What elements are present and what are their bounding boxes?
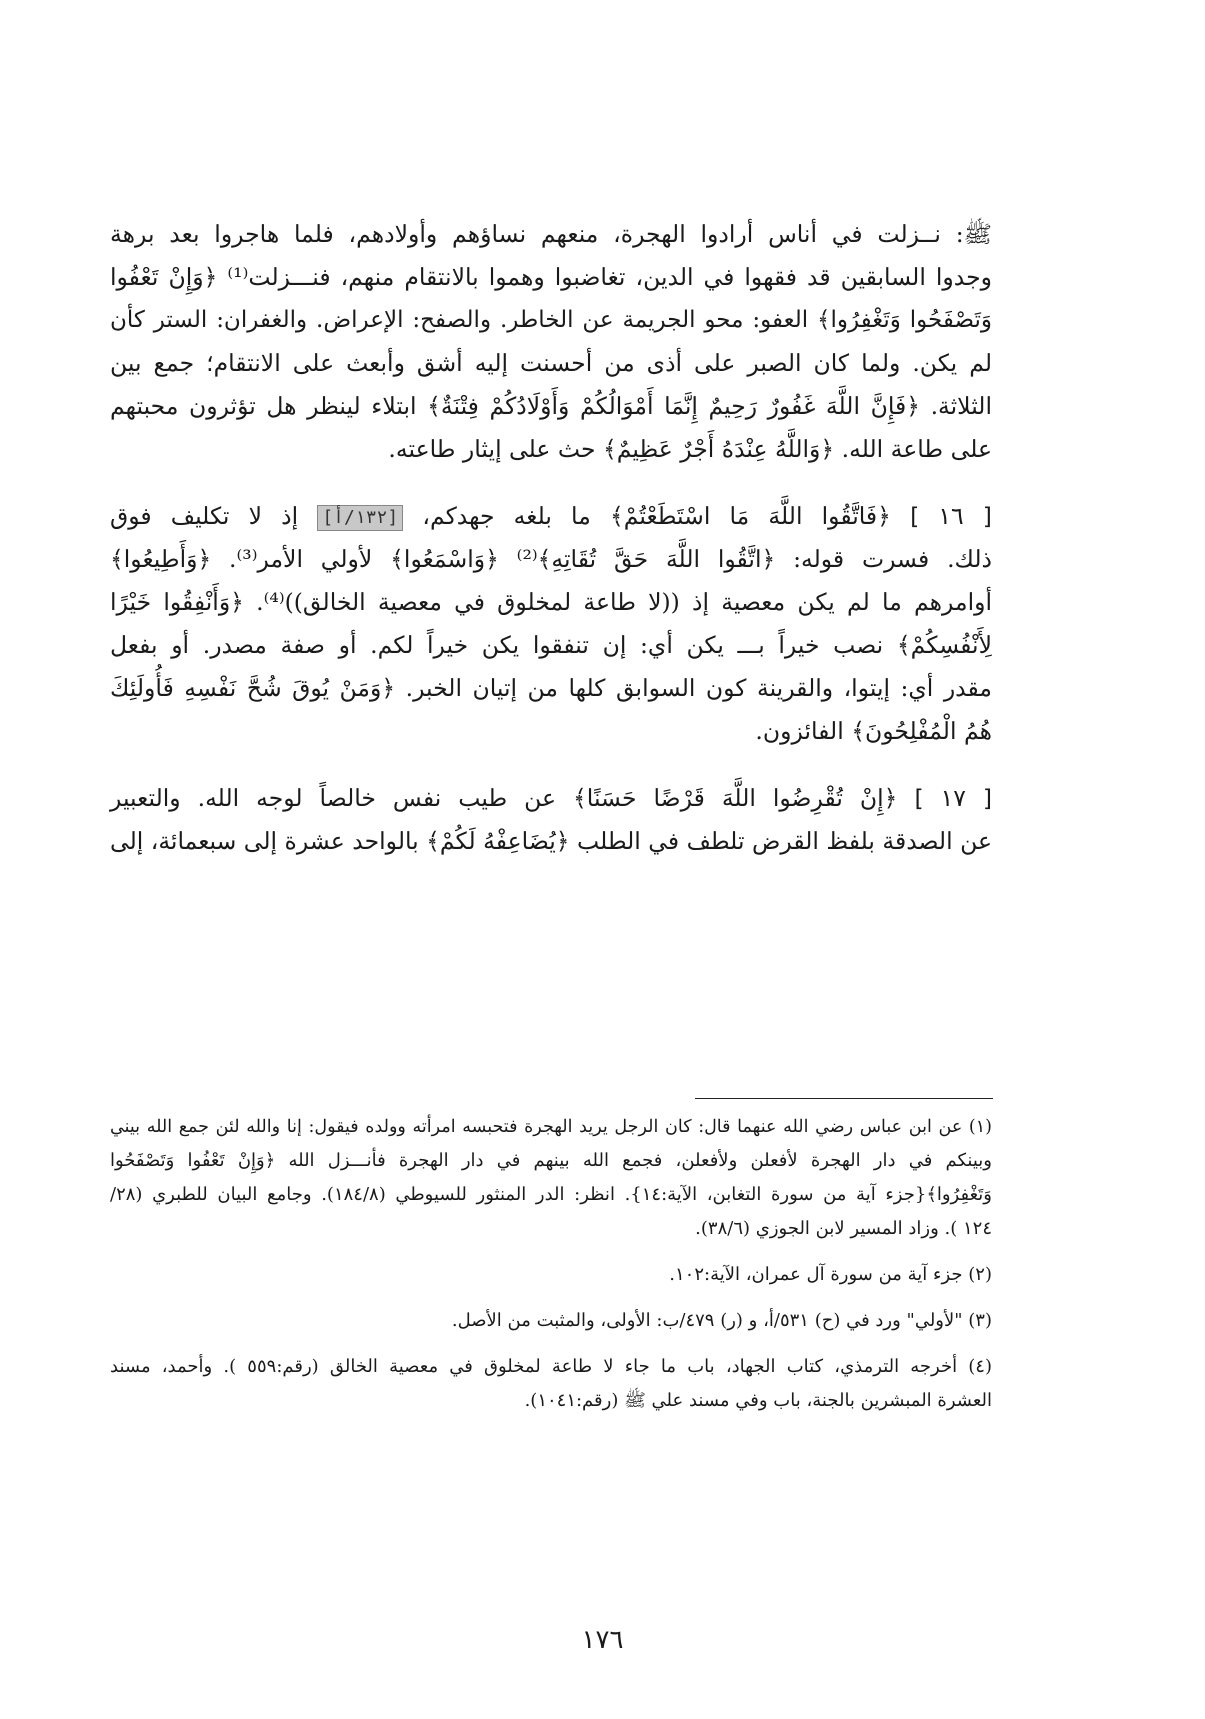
footnote-divider <box>695 1098 993 1099</box>
text-line: هُمُ الْمُفْلِحُونَ﴾ الفائزون. <box>755 717 992 745</box>
text-line: لِأَنْفُسِكُمْ﴾ نصب خيراً بـــ يكن أي: إن تنفقوا يكن خيراً لكم. أو صفة مصدر. أو بفعل <box>110 631 992 659</box>
verse-text: ﴿إِنْ تُقْرِضُوا اللَّهَ قَرْضًا حَسَنًا﴾ عن طيب نفس خالصاً لوجه الله. والتعبير <box>110 784 898 812</box>
paragraph-16 <box>110 495 992 753</box>
footnote-line: العشرة المبشرين بالجنة، باب وفي مسند علي ﷺ (رقم:١٠٤١). <box>524 1390 992 1411</box>
text-line: ﷺ: نــزلت في أناس أرادوا الهجرة، منعهم نساؤهم وأولادهم، فلما هاجروا بعد برهة <box>110 220 992 248</box>
page-number: ١٧٦ <box>581 1625 624 1655</box>
text-line: ذلك. فسرت قوله: ﴿اتَّقُوا اللَّهَ حَقَّ تُقَاتِهِ﴾⁽²⁾ ﴿وَاسْمَعُوا﴾ لأولي الأمر⁽³⁾. ﴿وَأَطِيعُوا﴾ <box>110 545 992 573</box>
footnotes <box>110 1110 992 1418</box>
text-line: لم يكن. ولما كان الصبر على أذى من أحسنت إليه أشق وأبعث على الانتقام؛ جمع بين <box>110 349 992 377</box>
folio-marker: [١٣٢/أ] <box>317 505 403 531</box>
footnote-line: (٣) "لأولي" ورد في (ح) ٥٣١/أ، و (ر) ٤٧٩/ب: الأولى، والمثبت من الأصل. <box>451 1310 992 1331</box>
verse-text: ﴿فَاتَّقُوا اللَّهَ مَا اسْتَطَعْتُمْ﴾ ما بلغه جهدكم، <box>422 502 891 530</box>
text-line: الثلاثة. ﴿فَإِنَّ اللَّهَ غَفُورٌ رَحِيمٌ إِنَّمَا أَمْوَالُكُمْ وَأَوْلَادُكُمْ فِتْنَةٌ﴾ ابتلاء لينظر هل تؤثرون محبتهم <box>110 392 992 420</box>
footnote-line: وبينكم في دار الهجرة لأفعلن ولأفعلن، فجمع الله بينهم في دار الهجرة فأنـــزل الله ﴿وَإِنْ تَعْفُوا وَتَصْفَحُوا <box>110 1150 992 1171</box>
text-line: عن الصدقة بلفظ القرض تلطف في الطلب ﴿يُضَاعِفْهُ لَكُمْ﴾ بالواحد عشرة إلى سبعمائة، إلى <box>110 827 992 855</box>
footnote-line: (٤) أخرجه الترمذي، كتاب الجهاد، باب ما جاء لا طاعة لمخلوق في معصية الخالق (رقم:٥٥٩ ). وأحمد، مسند <box>110 1356 992 1377</box>
footnote-4 <box>110 1350 992 1418</box>
verse-number: [ ١٦ ] <box>910 502 992 530</box>
text-line: وَتَصْفَحُوا وَتَغْفِرُوا﴾ العفو: محو الجريمة عن الخاطر. والصفح: الإعراض. والغفران: الستر كأن <box>110 307 992 333</box>
text-line <box>110 777 992 820</box>
footnote-line: وَتَغْفِرُوا﴾{جزء آية من سورة التغابن، الآية:١٤}. انظر: الدر المنثور للسيوطي (١٨٤/٨). وجامع البيان للطبري (٢٨/ <box>110 1184 992 1205</box>
text-line: أوامرهم ما لم يكن معصية إذ ((لا طاعة لمخلوق في معصية الخالق))⁽⁴⁾. ﴿وَأَنْفِقُوا خَيْرًا <box>110 588 992 616</box>
footnote-2 <box>110 1258 992 1292</box>
footnote-line: (٢) جزء آية من سورة آل عمران، الآية:١٠٢. <box>669 1264 992 1285</box>
footnote-1 <box>110 1110 992 1246</box>
verse-text: إذ لا تكليف فوق <box>110 502 299 530</box>
text-line: مقدر أي: إيتوا، والقرينة كون السوابق كلها من إتيان الخبر. ﴿وَمَنْ يُوقَ شُحَّ نَفْسِهِ فَأُولَئِكَ <box>110 674 992 702</box>
footnote-line: (١) عن ابن عباس رضي الله عنهما قال: كان الرجل يريد الهجرة فتحبسه امرأته وولده فيقول: إنا والله لئن جمع الله بيني <box>110 1117 992 1137</box>
text-line: على طاعة الله. ﴿وَاللَّهُ عِنْدَهُ أَجْرٌ عَظِيمٌ﴾ حث على إيثار طاعته. <box>388 435 992 463</box>
footnote-3 <box>110 1304 992 1338</box>
paragraph-1 <box>110 213 992 471</box>
verse-number: [ ١٧ ] <box>914 784 992 812</box>
main-text <box>110 213 992 863</box>
paragraph-17 <box>110 777 992 863</box>
text-line <box>110 495 992 538</box>
footnote-line: ١٢٤ ). وزاد المسير لابن الجوزي (٣٨/٦). <box>695 1218 992 1239</box>
text-line: وجدوا السابقين قد فقهوا في الدين، تغاضبوا وهموا بالانتقام منهم، فنـــزلت⁽¹⁾ ﴿وَإِنْ تَعْفُوا <box>110 263 992 291</box>
